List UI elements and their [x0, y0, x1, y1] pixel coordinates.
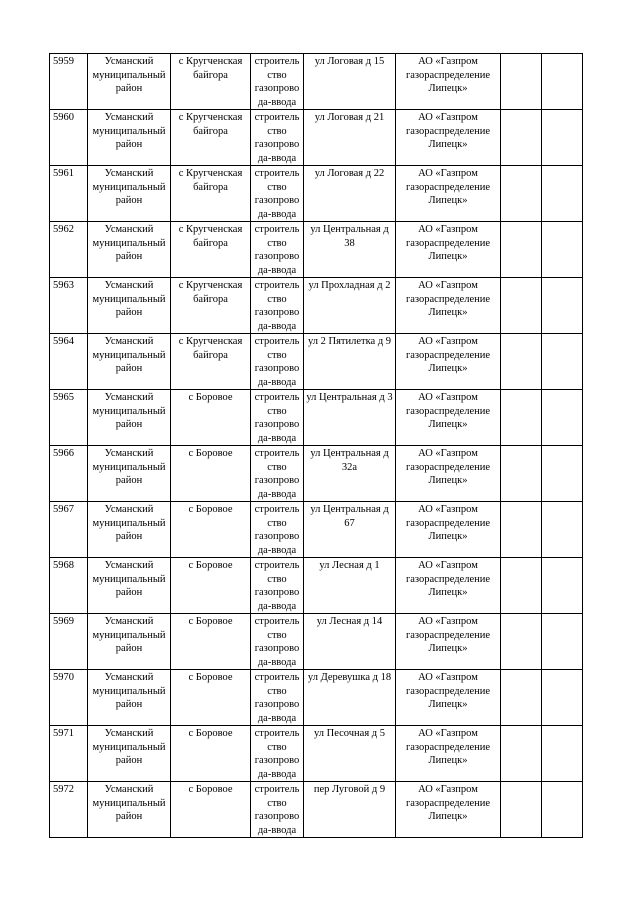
district-cell: Усманский муниципальный район — [88, 726, 171, 782]
table-row — [50, 390, 583, 446]
empty-cell — [501, 558, 542, 614]
row-number: 5960 — [50, 110, 88, 166]
district-cell: Усманский муниципальный район — [88, 278, 171, 334]
empty-cell — [501, 782, 542, 838]
organization-cell: АО «Газпром газораспределение Липецк» — [396, 614, 501, 670]
row-number: 5959 — [50, 54, 88, 110]
row-number: 5968 — [50, 558, 88, 614]
locality-cell: с Кругченская байгора — [171, 222, 251, 278]
address-cell: ул 2 Пятилетка д 9 — [304, 334, 396, 390]
row-number: 5964 — [50, 334, 88, 390]
work-type-cell: строитель ство газопрово да-ввода — [251, 502, 304, 558]
locality-cell: с Боровое — [171, 558, 251, 614]
empty-cell — [501, 446, 542, 502]
table-row — [50, 222, 583, 278]
work-type-cell: строитель ство газопрово да-ввода — [251, 390, 304, 446]
empty-cell — [501, 222, 542, 278]
locality-cell: с Боровое — [171, 782, 251, 838]
empty-cell — [542, 390, 583, 446]
table-row — [50, 334, 583, 390]
table-row — [50, 782, 583, 838]
locality-cell: с Кругченская байгора — [171, 334, 251, 390]
table-row — [50, 614, 583, 670]
empty-cell — [501, 110, 542, 166]
empty-cell — [542, 278, 583, 334]
district-cell: Усманский муниципальный район — [88, 222, 171, 278]
work-type-cell: строитель ство газопрово да-ввода — [251, 558, 304, 614]
empty-cell — [501, 670, 542, 726]
organization-cell: АО «Газпром газораспределение Липецк» — [396, 782, 501, 838]
work-type-cell: строитель ство газопрово да-ввода — [251, 670, 304, 726]
district-cell: Усманский муниципальный район — [88, 782, 171, 838]
empty-cell — [501, 614, 542, 670]
row-number: 5969 — [50, 614, 88, 670]
empty-cell — [542, 166, 583, 222]
district-cell: Усманский муниципальный район — [88, 54, 171, 110]
district-cell: Усманский муниципальный район — [88, 166, 171, 222]
locality-cell: с Боровое — [171, 502, 251, 558]
row-number: 5966 — [50, 446, 88, 502]
work-type-cell: строитель ство газопрово да-ввода — [251, 726, 304, 782]
work-type-cell: строитель ство газопрово да-ввода — [251, 54, 304, 110]
district-cell: Усманский муниципальный район — [88, 110, 171, 166]
empty-cell — [542, 726, 583, 782]
locality-cell: с Боровое — [171, 614, 251, 670]
organization-cell: АО «Газпром газораспределение Липецк» — [396, 334, 501, 390]
work-type-cell: строитель ство газопрово да-ввода — [251, 166, 304, 222]
address-cell: ул Логовая д 22 — [304, 166, 396, 222]
address-cell: ул Прохладная д 2 — [304, 278, 396, 334]
address-cell: ул Центральная д 32а — [304, 446, 396, 502]
table-row — [50, 54, 583, 110]
empty-cell — [542, 614, 583, 670]
locality-cell: с Кругченская байгора — [171, 54, 251, 110]
row-number: 5962 — [50, 222, 88, 278]
empty-cell — [542, 334, 583, 390]
table-row — [50, 446, 583, 502]
locality-cell: с Кругченская байгора — [171, 166, 251, 222]
locality-cell: с Кругченская байгора — [171, 110, 251, 166]
work-type-cell: строитель ство газопрово да-ввода — [251, 110, 304, 166]
address-cell: ул Логовая д 15 — [304, 54, 396, 110]
empty-cell — [501, 54, 542, 110]
work-type-cell: строитель ство газопрово да-ввода — [251, 222, 304, 278]
organization-cell: АО «Газпром газораспределение Липецк» — [396, 446, 501, 502]
address-cell: ул Лесная д 14 — [304, 614, 396, 670]
empty-cell — [542, 670, 583, 726]
district-cell: Усманский муниципальный район — [88, 614, 171, 670]
address-cell: ул Песочная д 5 — [304, 726, 396, 782]
district-cell: Усманский муниципальный район — [88, 446, 171, 502]
work-type-cell: строитель ство газопрово да-ввода — [251, 446, 304, 502]
locality-cell: с Кругченская байгора — [171, 278, 251, 334]
address-cell: ул Центральная д 3 — [304, 390, 396, 446]
district-cell: Усманский муниципальный район — [88, 502, 171, 558]
row-number: 5963 — [50, 278, 88, 334]
table-row — [50, 278, 583, 334]
locality-cell: с Боровое — [171, 670, 251, 726]
locality-cell: с Боровое — [171, 446, 251, 502]
empty-cell — [501, 334, 542, 390]
row-number: 5972 — [50, 782, 88, 838]
table-row — [50, 726, 583, 782]
table-row — [50, 502, 583, 558]
empty-cell — [501, 166, 542, 222]
work-type-cell: строитель ство газопрово да-ввода — [251, 782, 304, 838]
work-type-cell: строитель ство газопрово да-ввода — [251, 278, 304, 334]
district-cell: Усманский муниципальный район — [88, 670, 171, 726]
empty-cell — [542, 782, 583, 838]
table-row — [50, 558, 583, 614]
locality-cell: с Боровое — [171, 726, 251, 782]
organization-cell: АО «Газпром газораспределение Липецк» — [396, 502, 501, 558]
organization-cell: АО «Газпром газораспределение Липецк» — [396, 222, 501, 278]
empty-cell — [542, 110, 583, 166]
address-cell: ул Логовая д 21 — [304, 110, 396, 166]
work-type-cell: строитель ство газопрово да-ввода — [251, 334, 304, 390]
registry-table — [49, 53, 583, 838]
empty-cell — [501, 502, 542, 558]
empty-cell — [542, 54, 583, 110]
row-number: 5970 — [50, 670, 88, 726]
district-cell: Усманский муниципальный район — [88, 334, 171, 390]
locality-cell: с Боровое — [171, 390, 251, 446]
table-row — [50, 166, 583, 222]
address-cell: ул Лесная д 1 — [304, 558, 396, 614]
organization-cell: АО «Газпром газораспределение Липецк» — [396, 278, 501, 334]
empty-cell — [501, 390, 542, 446]
organization-cell: АО «Газпром газораспределение Липецк» — [396, 390, 501, 446]
district-cell: Усманский муниципальный район — [88, 558, 171, 614]
district-cell: Усманский муниципальный район — [88, 390, 171, 446]
empty-cell — [542, 222, 583, 278]
empty-cell — [542, 502, 583, 558]
row-number: 5967 — [50, 502, 88, 558]
organization-cell: АО «Газпром газораспределение Липецк» — [396, 670, 501, 726]
address-cell: ул Деревушка д 18 — [304, 670, 396, 726]
table-row — [50, 670, 583, 726]
organization-cell: АО «Газпром газораспределение Липецк» — [396, 558, 501, 614]
row-number: 5965 — [50, 390, 88, 446]
empty-cell — [542, 446, 583, 502]
address-cell: ул Центральная д 38 — [304, 222, 396, 278]
address-cell: пер Луговой д 9 — [304, 782, 396, 838]
organization-cell: АО «Газпром газораспределение Липецк» — [396, 54, 501, 110]
organization-cell: АО «Газпром газораспределение Липецк» — [396, 110, 501, 166]
address-cell: ул Центральная д 67 — [304, 502, 396, 558]
table-body — [50, 54, 583, 838]
organization-cell: АО «Газпром газораспределение Липецк» — [396, 726, 501, 782]
empty-cell — [501, 278, 542, 334]
work-type-cell: строитель ство газопрово да-ввода — [251, 614, 304, 670]
table-row — [50, 110, 583, 166]
row-number: 5971 — [50, 726, 88, 782]
row-number: 5961 — [50, 166, 88, 222]
empty-cell — [542, 558, 583, 614]
empty-cell — [501, 726, 542, 782]
organization-cell: АО «Газпром газораспределение Липецк» — [396, 166, 501, 222]
